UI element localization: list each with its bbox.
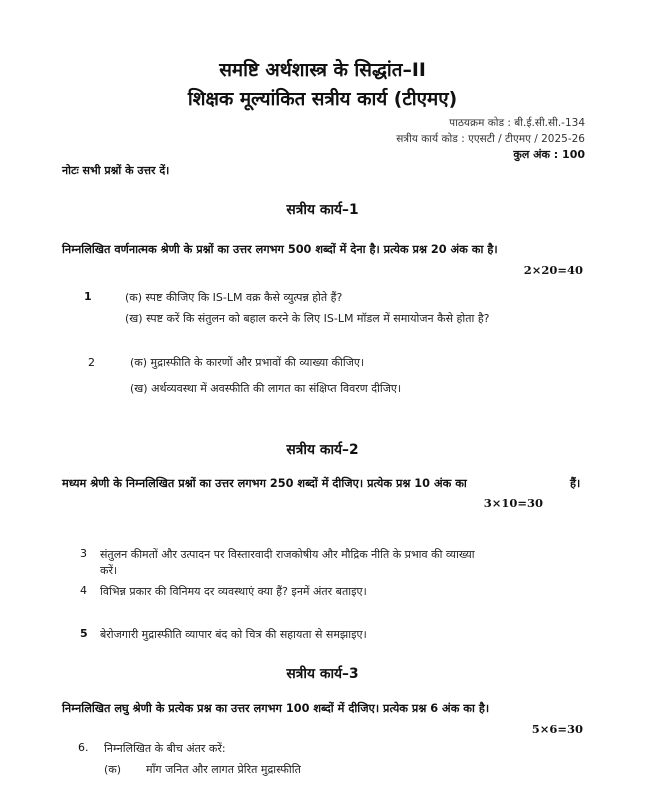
question-number: 3 xyxy=(80,547,87,560)
question-number: 2 xyxy=(88,356,95,369)
question-number: 6. xyxy=(78,741,89,754)
section-heading-1: सत्रीय कार्य–1 xyxy=(286,202,359,218)
question-text: निम्नलिखित के बीच अंतर करें: xyxy=(104,742,226,755)
sub-question-label: (क) xyxy=(104,763,122,776)
question-text: विभिन्न प्रकार की विनिमय दर व्यवस्थाएं क्या हैं? इनमें अंतर बताइए। xyxy=(100,585,367,598)
note: नोटः सभी प्रश्नों के उत्तर दें। xyxy=(62,164,170,177)
question-number: 4 xyxy=(80,584,87,597)
course-code: पाठयक्रम कोड : बी.ई.सी.सी.-134 xyxy=(449,117,585,129)
question-part: (ख) स्पष्ट करें कि संतुलन को बहाल करने के लिए IS-LM मॉडल में समायोजन कैसे होता है? xyxy=(125,312,490,325)
document-title: समष्टि अर्थशास्त्र के सिद्धांत–II xyxy=(219,60,426,81)
section-instruction-2-end: हैं। xyxy=(570,477,581,490)
section-marks-3: 5×6=30 xyxy=(531,722,583,736)
section-heading-2: सत्रीय कार्य–2 xyxy=(286,442,359,458)
section-marks-1: 2×20=40 xyxy=(523,263,583,277)
sub-question-text: माँग जनित और लागत प्रेरित मुद्रास्फीति xyxy=(146,763,301,776)
question-part: (ख) अर्थव्यवस्था में अवस्फीति की लागत का संक्षिप्त विवरण दीजिए। xyxy=(130,382,402,395)
question-part: (क) स्पष्ट कीजिए कि IS-LM वक्र कैसे व्युत्पन्न होते हैं? xyxy=(125,291,343,304)
section-marks-2: 3×10=30 xyxy=(483,496,543,510)
assignment-code: सत्रीय कार्य कोड : एएसटी / टीएमए / 2025-26 xyxy=(396,133,585,145)
question-text: बेरोजगारी मुद्रास्फीति व्यापार बंद को चित्र की सहायता से समझाइए। xyxy=(100,628,367,641)
section-instruction-1: निम्नलिखित वर्णनात्मक श्रेणी के प्रश्नों का उत्तर लगभग 500 शब्दों में देना है। प्रत्येक प्रश्न 20 अंक का है। xyxy=(62,243,498,256)
total-marks: कुल अंक : 100 xyxy=(513,148,585,161)
section-heading-3: सत्रीय कार्य–3 xyxy=(286,666,359,682)
question-part: (क) मुद्रास्फीति के कारणों और प्रभावों की व्याख्या कीजिए। xyxy=(130,356,365,369)
question-number: 1 xyxy=(84,290,92,303)
section-instruction-3: निम्नलिखित लघु श्रेणी के प्रत्येक प्रश्न का उत्तर लगभग 100 शब्दों में दीजिए। प्रत्येक प्रश्न 6 अंक का है। xyxy=(62,702,490,715)
section-instruction-2: मध्यम श्रेणी के निम्नलिखित प्रश्नों का उत्तर लगभग 250 शब्दों में दीजिए। प्रत्येक प्रश्न 10 अंक का xyxy=(62,477,467,490)
question-number: 5 xyxy=(80,627,88,640)
question-text: संतुलन कीमतों और उत्पादन पर विस्तारवादी राजकोषीय और मौद्रिक नीति के प्रभाव की व्याख्या xyxy=(100,548,475,561)
question-text-continued: करें। xyxy=(100,564,118,577)
document-subtitle: शिक्षक मूल्यांकित सत्रीय कार्य (टीएमए) xyxy=(187,89,458,110)
